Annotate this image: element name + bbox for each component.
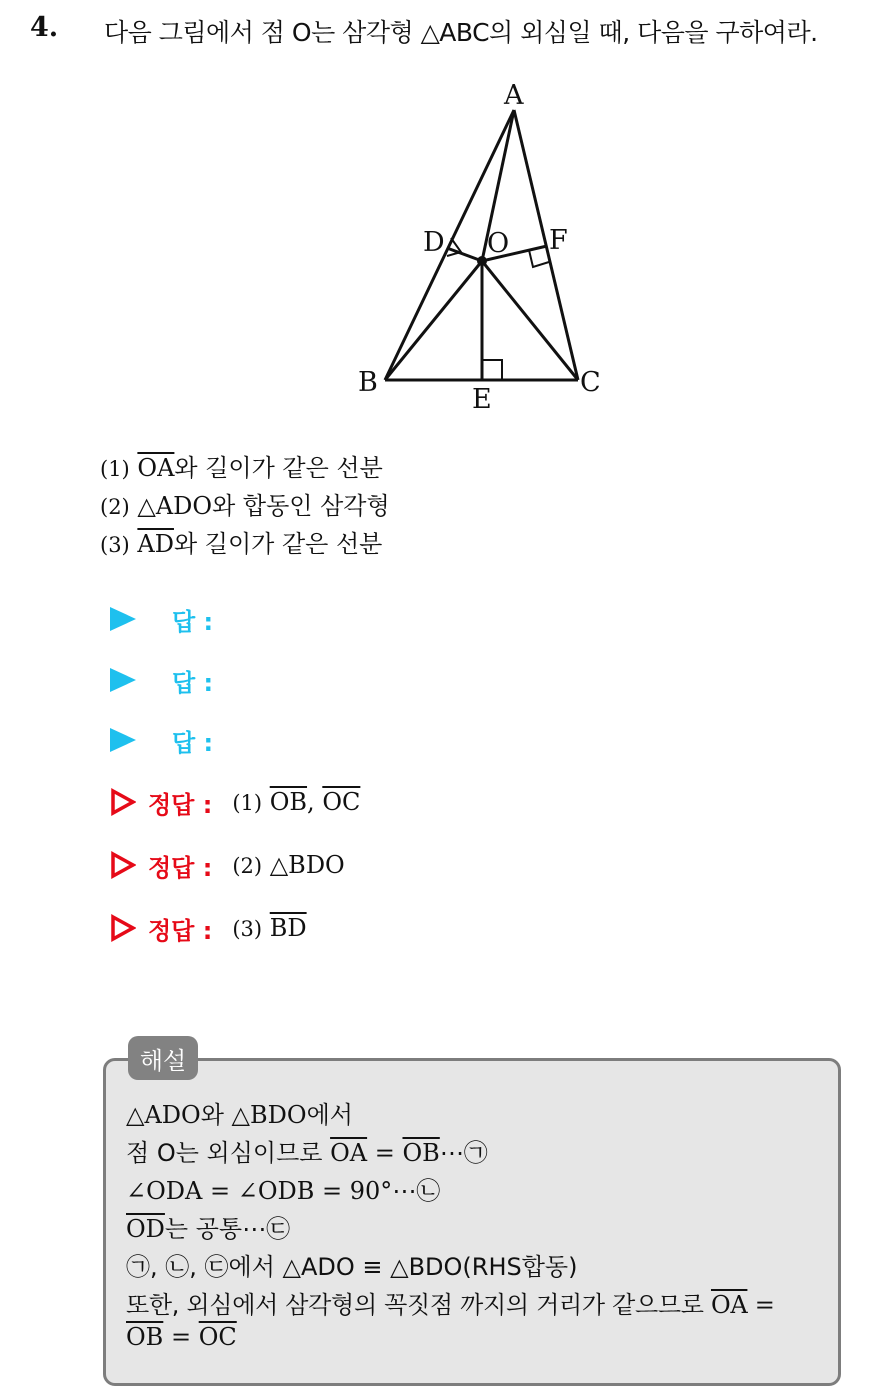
solution-line-4: $\overline{OD}$는 공통⋯㉢ <box>126 1215 291 1243</box>
center-point-o <box>477 256 487 266</box>
label-f: F <box>549 225 568 256</box>
question-3-segment: $\overline{AD}$ <box>137 530 174 558</box>
answer-key-label: 정답 : <box>148 916 213 945</box>
question-3-number: (3) <box>100 533 130 557</box>
answer-key-value-2: (2) △BDO <box>232 851 345 879</box>
label-o: O <box>487 228 510 259</box>
triangle-figure <box>350 78 610 418</box>
question-1-segment: $\overline{OA}$ <box>137 454 175 482</box>
label-b: B <box>358 367 378 398</box>
play-arrow-icon <box>110 607 136 631</box>
question-1 <box>100 448 383 483</box>
answer-key-row-1 <box>110 782 360 822</box>
answer-row-3[interactable] <box>110 720 213 760</box>
problem-number: 4. <box>30 12 59 43</box>
answer-row-1[interactable] <box>110 599 213 639</box>
solution-line-2: 점 O는 외심이므로 $\overline{OA}$ = $\overline{OB}\cdots㉠$ <box>126 1139 488 1167</box>
label-a: A <box>504 80 524 111</box>
question-2-number: (2) <box>100 495 130 519</box>
solution-line-3: ∠ODA = ∠ODB = 90°⋯㉡ <box>126 1177 441 1205</box>
label-d: D <box>423 227 445 258</box>
solution-tab: 해설 <box>128 1036 198 1080</box>
answer-key-value-1: (1) $\overline{OB}$, $\overline{OC}$ <box>232 788 361 816</box>
answer-label: 답 : <box>172 728 214 757</box>
right-angle-mark-f <box>529 250 549 267</box>
solution-line-7: $\overline{OB} = \overline{OC}$ <box>126 1323 237 1351</box>
question-3 <box>100 524 382 559</box>
question-2-triangle: △ADO <box>137 492 213 520</box>
answer-key-row-2 <box>110 845 345 885</box>
label-c: C <box>580 367 601 398</box>
outline-arrow-icon <box>110 914 136 942</box>
right-angle-mark-e <box>482 360 502 380</box>
outline-arrow-icon <box>110 851 136 879</box>
question-2 <box>100 486 390 521</box>
problem-text: 다음 그림에서 점 O는 삼각형 △ABC의 외심일 때, 다음을 구하여라. <box>104 18 818 47</box>
answer-label: 답 : <box>172 607 214 636</box>
question-3-text: 와 길이가 같은 선분 <box>173 530 383 558</box>
outline-arrow-icon <box>110 788 136 816</box>
answer-key-label: 정답 : <box>148 790 213 819</box>
answer-row-2[interactable] <box>110 660 213 700</box>
answer-key-row-3 <box>110 908 307 948</box>
solution-line-5: ㉠, ㉡, ㉢에서 △ADO ≡ △BDO(RHS합동) <box>126 1253 578 1281</box>
play-arrow-icon <box>110 728 136 752</box>
solution-line-1: △ADO와 △BDO에서 <box>126 1101 353 1129</box>
question-2-text: 와 합동인 삼각형 <box>212 492 390 520</box>
solution-line-6: 또한, 외심에서 삼각형의 꼭짓점 까지의 거리가 같으므로 $\overline{OA}$ = <box>126 1291 775 1319</box>
question-1-text: 와 길이가 같은 선분 <box>174 454 383 482</box>
answer-key-value-3: (3) $\overline{BD}$ <box>232 914 307 942</box>
question-1-number: (1) <box>100 457 130 481</box>
label-e: E <box>472 384 492 415</box>
answer-label: 답 : <box>172 668 214 697</box>
play-arrow-icon <box>110 668 136 692</box>
answer-key-label: 정답 : <box>148 853 213 882</box>
